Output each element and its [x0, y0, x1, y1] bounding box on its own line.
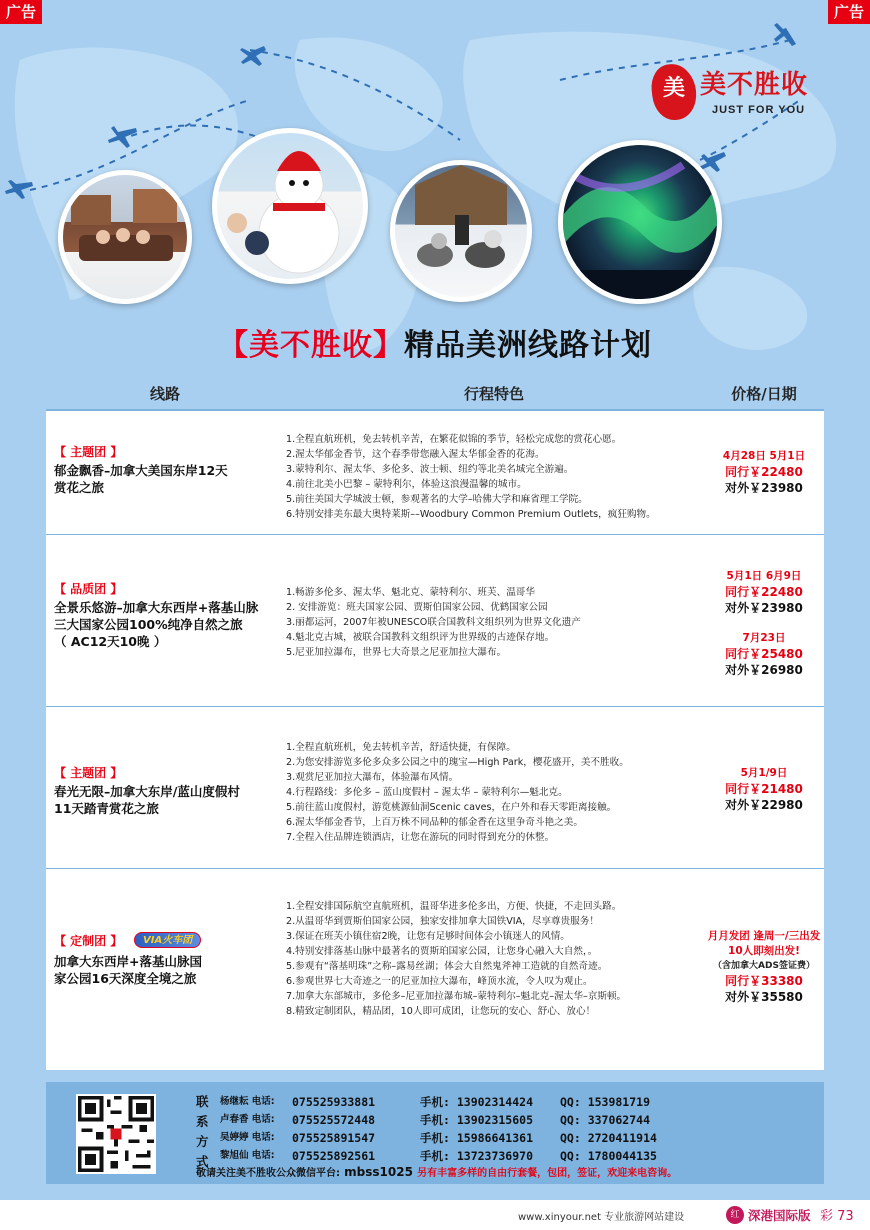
feature-item: 5.前往蓝山度假村，游览桃源仙洞Scenic caves，在户外和春天零距离接触。	[286, 802, 617, 813]
headline-title: 精品美洲线路计划	[404, 328, 652, 363]
contact-phone[interactable]: 075525933881	[292, 1095, 376, 1109]
footer-prefix: 敬请关注美不胜收公众微信平台:	[196, 1168, 340, 1179]
feature-item: 3.保证在班芙小镇住宿2晚，让您有足够时间体会小镇迷人的风情。	[286, 931, 570, 942]
contact-mobile[interactable]: 手机: 15986641361	[420, 1131, 534, 1145]
feature-item: 6.渥太华郁金香节，上百万株不同品种的郁金香在这里争奇斗艳之美。	[286, 817, 583, 828]
trade-price: 同行￥33380	[725, 974, 803, 988]
departure-date: 5月1日 6月9日	[726, 570, 802, 582]
feature-item: 3.蒙特利尔、渥太华、多伦多、波士顿、纽约等北美名城完全游遍。	[286, 464, 574, 475]
feature-item: 3.观赏尼亚加拉大瀑布，体验瀑布风情。	[286, 772, 459, 783]
feature-item: 5.尼亚加拉瀑布，世界七大奇景之尼亚加拉大瀑布。	[286, 647, 507, 658]
feature-item: 4.魁北克古城，被联合国教科文组织评为世界级的古迹保存地。	[286, 632, 555, 643]
route-title-line: 全景乐悠游–加拿大东西岸+落基山脉	[54, 600, 259, 615]
feature-item: 5.参观有“落基明珠”之称–露易丝湖；体会大自然鬼斧神工造就的自然奇迹。	[286, 961, 608, 972]
table-header	[46, 378, 824, 411]
logo-seal-char: 美	[662, 76, 685, 101]
public-price: 对外￥26980	[725, 663, 803, 677]
feature-item: 4.行程路线：多伦多 – 蓝山度假村 – 渥太华 – 蒙特利尔—魁北克。	[286, 787, 568, 798]
feature-item: 2.为您安排游览多伦多众多公园之中的瑰宝—High Park，樱花盛开，美不胜收。	[286, 757, 629, 768]
route-type: 【 定制团 】	[54, 934, 123, 948]
footer-edition: 深港国际版	[748, 1208, 811, 1223]
feature-item: 6.参观世界七大奇迹之一的尼亚加拉大瀑布，峰顶水流，令人叹为观止。	[286, 976, 593, 987]
footer-site-link[interactable]: www.xinyour.net 专业旅游网站建设	[518, 1212, 685, 1223]
trade-price: 同行￥21480	[725, 782, 803, 796]
contact-qq[interactable]: QQ: 1780044135	[560, 1149, 657, 1163]
contact-phone[interactable]: 075525572448	[292, 1113, 376, 1127]
feature-item: 2.渥太华郁金香节，这个春季带您融入渥太华郁金香的花海。	[286, 449, 545, 460]
route-title-line: 春光无限–加拿大东岸/蓝山度假村	[54, 784, 240, 799]
logo-tagline: JUST FOR YOU	[712, 104, 806, 116]
feature-item: 2.从温哥华到贾斯伯国家公园，独家安排加拿大国铁VIA，尽享尊贵服务！	[286, 916, 599, 927]
contact-label	[196, 1092, 212, 1172]
contact-qq[interactable]: QQ: 153981719	[560, 1095, 651, 1109]
feature-item: 1.全程安排国际航空直航班机，温哥华进多伦多出，方便、快捷，不走回头路。	[286, 901, 622, 912]
header-route: 线路	[149, 385, 180, 403]
public-price: 对外￥23980	[725, 481, 803, 495]
photo-hot-spring-tub	[58, 170, 192, 304]
contact-name: 杨继耘 电话:	[220, 1096, 275, 1107]
contact-footer	[196, 1164, 677, 1179]
feature-item: 3.丽都运河，2007年被UNESCO联合国教科文组织列为世界文化遗产	[286, 617, 581, 628]
contact-name: 卢春香 电话:	[220, 1114, 275, 1125]
photo-snowman-mascot	[212, 128, 368, 284]
contact-phone[interactable]: 075525891547	[292, 1131, 376, 1145]
feature-item: 7.全程入住品牌连锁酒店，让您在游玩的同时得到充分的休整。	[286, 832, 555, 843]
feature-item: 2. 安排游览：班夫国家公园、贾斯伯国家公园、优鹤国家公园	[286, 602, 548, 613]
route-type: 【 主题团 】	[54, 766, 123, 780]
feature-list	[286, 432, 704, 522]
contact-label-char: 联	[196, 1094, 209, 1109]
headline-brand: 【美不胜收】	[218, 328, 404, 363]
feature-item: 4.前往北美小巴黎 – 蒙特利尔，体验这浪漫温馨的城市。	[286, 479, 527, 490]
price-block	[704, 766, 824, 813]
feature-item: 1.全程直航班机，免去转机辛苦，在繁花似锦的季节，轻松完成您的赏花心愿。	[286, 434, 622, 445]
wechat-qr-code	[76, 1094, 156, 1174]
feature-item: 6.特别安排美东最大奥特莱斯––Woodbury Common Premium Outlets，疯狂购物。	[286, 509, 656, 520]
price-block	[704, 449, 824, 496]
brand-logo	[652, 62, 832, 124]
footer-logo-icon: 红	[726, 1206, 744, 1224]
feature-item: 4.特别安排落基山脉中最著名的贾斯珀国家公园，让您身心融入大自然，。	[286, 946, 598, 957]
feature-item: 1.畅游多伦多、渥太华、魁北克、蒙特利尔、班芙、温哥华	[286, 587, 535, 598]
route-title-line: 赏花之旅	[54, 480, 105, 495]
route-title-line: 11天踏青赏花之旅	[54, 801, 159, 816]
schedule-note: 10人即刻出发!	[728, 945, 800, 957]
contact-label-char: 方	[196, 1134, 209, 1149]
via-train-badge: VIA火车团	[134, 932, 201, 948]
trade-price: 同行￥22480	[725, 585, 803, 599]
public-price: 对外￥35580	[725, 990, 803, 1004]
departure-date: 5月1/9日	[740, 767, 788, 779]
feature-list	[286, 899, 704, 1019]
feature-item: 5.前往美国大学城波士顿，参观著名的大学–哈佛大学和麻省理工学院。	[286, 494, 588, 505]
route-title	[54, 783, 286, 817]
photo-dog-sled	[390, 160, 532, 302]
public-price: 对外￥22980	[725, 798, 803, 812]
table-row	[46, 535, 824, 707]
price-block	[704, 569, 824, 616]
trade-price: 同行￥25480	[725, 647, 803, 661]
trade-price: 同行￥22480	[725, 465, 803, 479]
price-block	[704, 631, 824, 678]
photo-aurora	[558, 140, 722, 304]
table-row	[46, 707, 824, 869]
ad-label-right: 广告	[828, 0, 870, 24]
feature-item: 7.加拿大东部城市，多伦多–尼亚加拉瀑布城–蒙特利尔–魁北克–渥太华–京斯顿。	[286, 991, 627, 1002]
contact-section	[46, 1082, 824, 1184]
contact-phone[interactable]: 075525892561	[292, 1149, 376, 1163]
feature-list	[286, 740, 704, 845]
feature-item: 1.全程直航班机，免去转机辛苦，舒适快捷，有保障。	[286, 742, 516, 753]
table-row	[46, 411, 824, 535]
contact-qq[interactable]: QQ: 337062744	[560, 1113, 651, 1127]
page-footer	[0, 1200, 870, 1230]
route-title-line: 三大国家公园100%纯净自然之旅	[54, 617, 243, 632]
feature-item: 8.精致定制团队，精品团，10人即可成团，让您玩的安心、舒心、放心！	[286, 1006, 596, 1017]
contact-name: 黎旭仙 电话:	[220, 1150, 275, 1161]
ad-label-left: 广告	[0, 0, 42, 24]
route-title	[54, 953, 286, 987]
price-block	[704, 929, 824, 1005]
table-row	[46, 869, 824, 1069]
header-features: 行程特色	[463, 385, 524, 403]
contact-mobile[interactable]: 手机: 13723736970	[420, 1149, 534, 1163]
wechat-id: mbss1025	[340, 1165, 418, 1179]
headline	[0, 320, 870, 372]
route-type: 【 品质团 】	[54, 582, 123, 596]
logo-name: 美不胜收	[700, 70, 809, 100]
route-title	[54, 462, 286, 496]
page-number: 彩 73	[820, 1209, 854, 1224]
route-title-line: （ AC12天10晚 ）	[54, 634, 167, 649]
footer-promo: 另有丰富多样的自由行套餐，包团，签证，欢迎来电咨询。	[417, 1168, 678, 1179]
schedule-note: 月月发团 逢周一/三出发	[707, 930, 821, 942]
route-title-line: 加拿大东西岸+落基山脉国	[54, 954, 202, 969]
route-type: 【 主题团 】	[54, 445, 123, 459]
visa-note: （含加拿大ADS签证费）	[713, 961, 815, 971]
route-title-line: 家公园16天深度全境之旅	[54, 971, 197, 986]
contact-label-char: 系	[196, 1114, 209, 1129]
departure-date: 7月23日	[742, 632, 786, 644]
contact-mobile[interactable]: 手机: 13902315605	[420, 1113, 534, 1127]
contact-name: 吴婷婷 电话:	[220, 1132, 275, 1143]
route-title	[54, 599, 286, 650]
contact-qq[interactable]: QQ: 2720411914	[560, 1131, 657, 1145]
departure-date: 4月28日 5月1日	[722, 450, 806, 462]
route-title-line: 郁金飘香–加拿大美国东岸12天	[54, 463, 228, 478]
contact-label-char: 式	[196, 1154, 209, 1169]
public-price: 对外￥23980	[725, 601, 803, 615]
route-table	[46, 378, 824, 1070]
contact-mobile[interactable]: 手机: 13902314424	[420, 1095, 534, 1109]
header-price: 价格/日期	[731, 385, 797, 403]
feature-list	[286, 585, 704, 660]
